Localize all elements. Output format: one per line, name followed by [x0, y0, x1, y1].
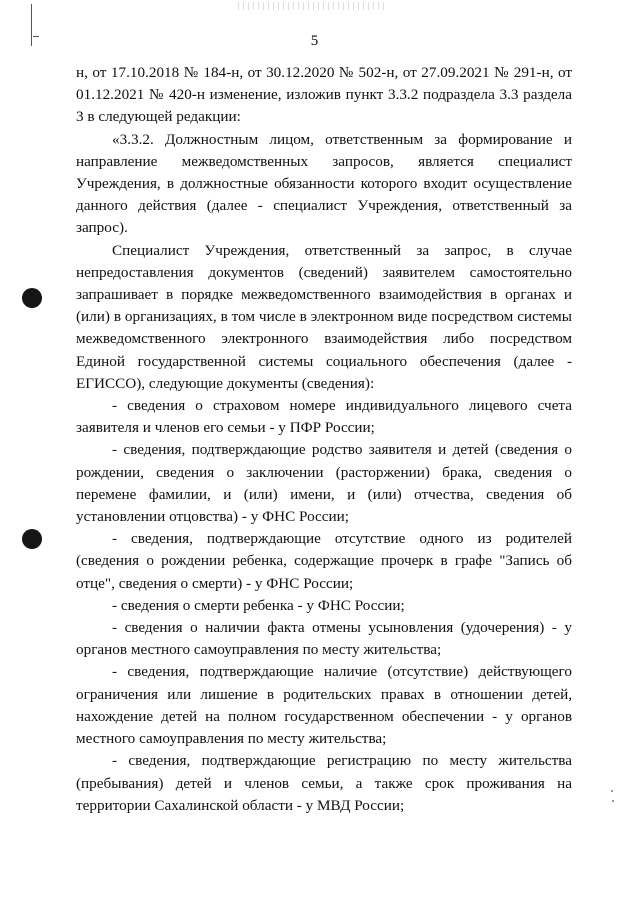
list-item-snils: - сведения о страховом номере индивидуального лицевого счета заявителя и членов его семьи - у ПФР России; — [76, 397, 572, 437]
page-number: 5 — [310, 33, 319, 49]
paragraph-specialist: Специалист Учреждения, ответственный за запрос, в случае непредоставления документов (сведений) заявителем самостоятельно запрашивает в порядке межведомственного взаимодействия в органах и (или) в организациях, в том числе в электронном виде посредством системы межведомственного электронного взаимодействия либо посредством Единой государственной системы социального обеспечения (далее - ЕГИССО), следующие документы (сведения): — [76, 241, 572, 392]
list-item-parental-rights: - сведения, подтверждающие наличие (отсутствие) действующего ограничения или лишение в родительских правах в отношении детей, нахождение детей на полном государственном обеспечении - у органов местного самоуправления по месту жительства; — [76, 663, 572, 748]
list-item-absent-parent: - сведения, подтверждающие отсутствие одного из родителей (сведения о рождении ребенка, содержащие прочерк в графе "Запись об отце", сведения о смерти) - у ФНС России; — [76, 530, 572, 592]
scan-speck — [611, 790, 613, 792]
list-item-adoption-cancel: - сведения о наличии факта отмены усыновления (удочерения) - у органов местного самоуправления по месту жительства; — [76, 619, 572, 659]
list-item-kinship: - сведения, подтверждающие родство заявителя и детей (сведения о рождении, сведения о заключении (расторжении) брака, сведения о перемене фамилии, и (или) имени, и (или) отчества, сведения об установлении отцовства) - у ФНС России; — [76, 441, 572, 526]
scan-speck — [612, 800, 614, 802]
paragraph-3-3-2: «3.3.2. Должностным лицом, ответственным за формирование и направление межведомственных запросов, является специалист Учреждения, в должностные обязанности которого входит осуществление данного действия (далее - специалист Учреждения, ответственный за запрос). — [76, 130, 572, 237]
document-body — [76, 62, 572, 817]
punch-hole — [22, 529, 42, 549]
scan-noise — [238, 2, 388, 10]
list-item-child-death: - сведения о смерти ребенка - у ФНС России; — [112, 596, 405, 614]
list-item-registration: - сведения, подтверждающие регистрацию по месту жительства (пребывания) детей и членов семьи, а также срок проживания на территории Сахалинской области - у МВД России; — [76, 752, 572, 814]
punch-hole — [22, 288, 42, 308]
paragraph-continuation: н, от 17.10.2018 № 184-н, от 30.12.2020 № 502-н, от 27.09.2021 № 291-н, от 01.12.2021 № 420-н изменение, изложив пункт 3.3.2 подраздела 3.3 раздела 3 в следующей редакции: — [76, 64, 572, 126]
